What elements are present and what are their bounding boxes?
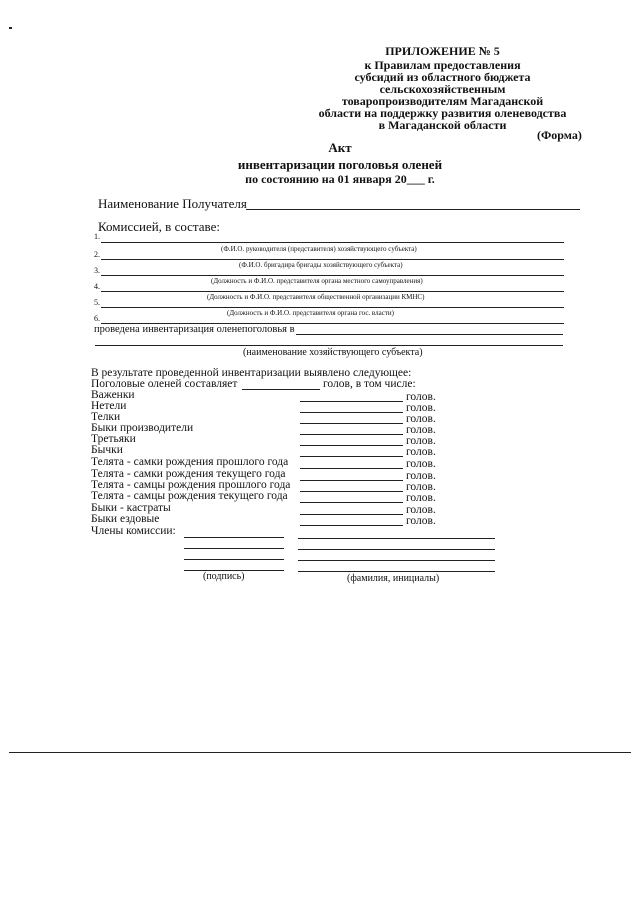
appendix-number: ПРИЛОЖЕНИЕ № 5 bbox=[385, 44, 500, 58]
unit-label: голов. bbox=[406, 402, 436, 414]
row-number: 2. bbox=[94, 250, 100, 259]
category-label: Телята - самки рождения прошлого года bbox=[91, 456, 289, 468]
category-count-field[interactable] bbox=[300, 401, 403, 402]
row-number: 1. bbox=[94, 232, 100, 241]
act-date-line: по состоянию на 01 января 20___ г. bbox=[245, 172, 435, 186]
signature-field[interactable] bbox=[184, 548, 284, 549]
category-count-field[interactable] bbox=[300, 412, 403, 413]
category-label: Бычки bbox=[91, 444, 123, 456]
commission-member-field[interactable] bbox=[101, 307, 564, 308]
unit-label: голов. bbox=[406, 504, 436, 516]
name-field[interactable] bbox=[298, 538, 495, 539]
act-title: Акт bbox=[328, 140, 352, 155]
row-number: 3. bbox=[94, 266, 100, 275]
category-count-field[interactable] bbox=[300, 456, 403, 457]
commission-member-field[interactable] bbox=[101, 275, 564, 276]
form-label: (Форма) bbox=[537, 128, 582, 142]
appendix-line: области на поддержку развития оленеводства bbox=[318, 106, 567, 120]
category-label: Быки производители bbox=[91, 422, 194, 434]
signature-field[interactable] bbox=[184, 537, 284, 538]
entity-field-line2[interactable] bbox=[95, 345, 563, 346]
category-count-field[interactable] bbox=[300, 468, 403, 469]
result-text: В результате проведенной инвентаризации выявлено следующее: bbox=[91, 367, 412, 379]
field-caption: (Ф.И.О. бригадира бригады хозяйствующего субъекта) bbox=[239, 261, 403, 269]
commission-member-field[interactable] bbox=[101, 291, 564, 292]
row-number: 6. bbox=[94, 314, 100, 323]
category-count-field[interactable] bbox=[300, 525, 403, 526]
category-label: Третьяки bbox=[91, 433, 136, 445]
category-count-field[interactable] bbox=[300, 423, 403, 424]
row-number: 4. bbox=[94, 282, 100, 291]
category-label: Телята - самцы рождения текущего года bbox=[91, 490, 288, 502]
commission-member-field[interactable] bbox=[101, 259, 564, 260]
signature-field[interactable] bbox=[184, 559, 284, 560]
appendix-line: в Магаданской области bbox=[378, 118, 507, 132]
category-count-field[interactable] bbox=[300, 502, 403, 503]
unit-label: голов. bbox=[406, 481, 436, 493]
category-count-field[interactable] bbox=[300, 491, 403, 492]
recipient-field[interactable] bbox=[246, 209, 580, 210]
category-label: Телки bbox=[91, 411, 121, 423]
unit-label: голов. bbox=[406, 492, 436, 504]
field-caption: (Должность и Ф.И.О. представителя органа гос. власти) bbox=[227, 309, 394, 317]
name-field[interactable] bbox=[298, 549, 495, 550]
unit-label: голов. bbox=[406, 424, 436, 436]
signature-caption: (подпись) bbox=[203, 571, 245, 582]
appendix-line: сельскохозяйственным bbox=[379, 82, 506, 96]
act-subtitle: инвентаризации поголовья оленей bbox=[237, 157, 443, 172]
category-label: Нетели bbox=[91, 400, 127, 412]
entity-caption: (наименование хозяйствующего субъекта) bbox=[243, 347, 423, 358]
category-label: Телята - самцы рождения прошлого года bbox=[91, 479, 291, 491]
row-number: 5. bbox=[94, 298, 100, 307]
category-label: Важенки bbox=[91, 389, 135, 401]
members-label: Члены комиссии: bbox=[91, 525, 176, 537]
category-label: Быки - кастраты bbox=[91, 502, 171, 514]
page-bottom-rule bbox=[9, 752, 631, 753]
name-field[interactable] bbox=[298, 571, 495, 572]
category-label: Быки ездовые bbox=[91, 513, 160, 525]
unit-label: голов. bbox=[406, 458, 436, 470]
category-count-field[interactable] bbox=[300, 434, 403, 435]
unit-label: голов. bbox=[406, 391, 436, 403]
field-caption: (Ф.И.О. руководителя (представителя) хозяйствующего субъекта) bbox=[221, 245, 417, 253]
unit-label: голов. bbox=[406, 470, 436, 482]
total-prefix: Поголовые оленей составляет bbox=[91, 378, 238, 390]
inventory-label: проведена инвентаризация оленепоголовья в bbox=[94, 324, 295, 335]
appendix-line: товаропроизводителям Магаданской bbox=[341, 94, 544, 108]
field-caption: (Должность и Ф.И.О. представителя общественной организации КМНС) bbox=[207, 293, 425, 301]
entity-field[interactable] bbox=[296, 334, 563, 335]
unit-label: голов. bbox=[406, 413, 436, 425]
category-count-field[interactable] bbox=[300, 445, 403, 446]
unit-label: голов. bbox=[406, 515, 436, 527]
appendix-line: к Правилам предоставления bbox=[364, 58, 521, 72]
commission-label: Комиссией, в составе: bbox=[98, 219, 220, 234]
name-field[interactable] bbox=[298, 560, 495, 561]
category-count-field[interactable] bbox=[300, 480, 403, 481]
recipient-label: Наименование Получателя bbox=[98, 196, 247, 211]
total-field[interactable] bbox=[242, 389, 320, 390]
commission-member-field[interactable] bbox=[101, 242, 564, 243]
unit-label: голов. bbox=[406, 446, 436, 458]
unit-label: голов. bbox=[406, 435, 436, 447]
category-count-field[interactable] bbox=[300, 514, 403, 515]
name-caption: (фамилия, инициалы) bbox=[347, 573, 440, 584]
total-suffix: голов, в том числе: bbox=[323, 378, 416, 390]
scan-mark bbox=[9, 27, 12, 29]
category-label: Телята - самки рождения текущего года bbox=[91, 468, 286, 480]
field-caption: (Должность и Ф.И.О. представителя органа местного самоуправления) bbox=[211, 277, 423, 285]
appendix-line: субсидий из областного бюджета bbox=[354, 70, 531, 84]
